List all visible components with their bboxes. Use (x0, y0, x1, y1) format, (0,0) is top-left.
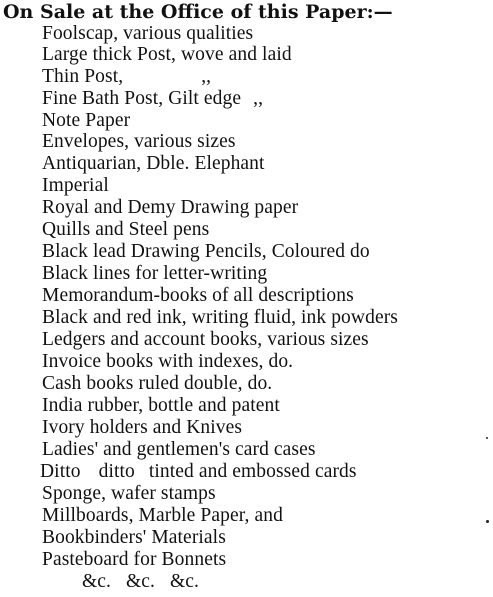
list-item: Foolscap, various qualities (42, 23, 254, 44)
ditto-mark: ,, (201, 66, 212, 87)
list-item: Invoice books with indexes, do. (42, 351, 294, 372)
list-item: Bookbinders' Materials (42, 527, 226, 548)
list-item: Large thick Post, wove and laid (42, 44, 292, 65)
list-item (40, 461, 357, 482)
list-item: Ledgers and account books, various sizes (42, 329, 369, 350)
list-item: Note Paper (42, 110, 131, 131)
ink-speck (486, 520, 489, 523)
ditto-rest: tinted and embossed cards (148, 461, 357, 482)
list-item: India rubber, bottle and patent (42, 395, 280, 416)
list-item: Ladies' and gentlemen's card cases (42, 439, 316, 460)
ditto-word: ditto (98, 461, 135, 482)
list-item: Ivory holders and Knives (42, 417, 243, 438)
list-item (42, 66, 211, 87)
list-item: Cash books ruled double, do. (42, 373, 273, 394)
list-item: Black lines for letter-writing (42, 263, 268, 284)
list-item (42, 88, 263, 109)
bath-post-label: Fine Bath Post, Gilt edge (42, 88, 242, 109)
list-item: Black lead Drawing Pencils, Coloured do (42, 241, 370, 262)
list-item: Quills and Steel pens (42, 219, 210, 240)
thin-post-label: Thin Post, (42, 66, 124, 87)
closing-etc: &c. &c. &c. (82, 571, 199, 592)
list-item: Millboards, Marble Paper, and (42, 505, 283, 526)
list-item: Antiquarian, Dble. Elephant (42, 153, 265, 174)
ink-speck (486, 437, 488, 439)
list-item: Pasteboard for Bonnets (42, 549, 227, 570)
list-item: Envelopes, various sizes (42, 131, 236, 152)
list-item: Royal and Demy Drawing paper (42, 197, 299, 218)
ditto-mark: ,, (253, 88, 264, 109)
list-item: Memorandum-books of all descriptions (42, 285, 354, 306)
advertisement-heading: On Sale at the Office of this Paper:— (3, 1, 393, 23)
ditto-word: Ditto (40, 461, 81, 482)
list-item: Imperial (42, 175, 109, 196)
list-item: Sponge, wafer stamps (42, 483, 216, 504)
list-item: Black and red ink, writing fluid, ink powders (42, 307, 398, 328)
